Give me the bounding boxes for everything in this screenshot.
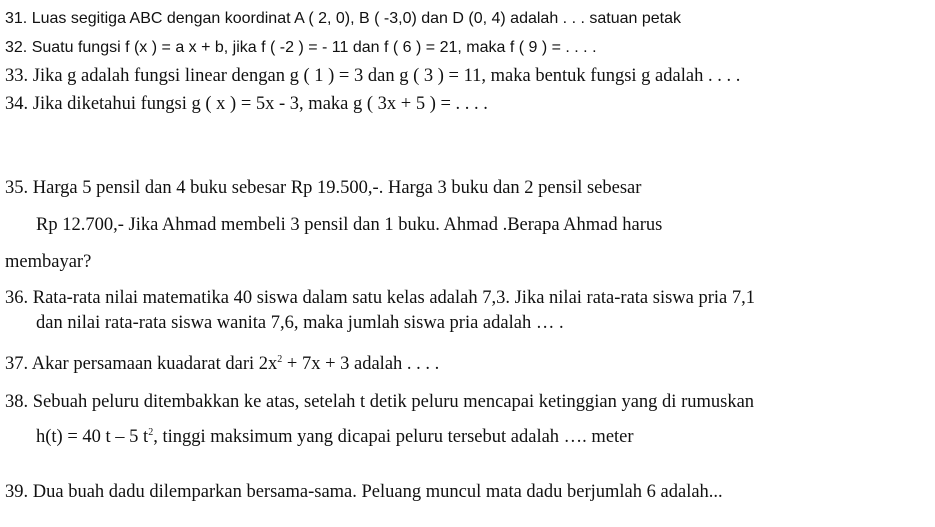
- question-35-line-1: 35. Harga 5 pensil dan 4 buku sebesar Rp 19.500,-. Harga 3 buku dan 2 pensil sebesar: [5, 178, 642, 198]
- question-32: 32. Suatu fungsi f (x ) = a x + b, jika f ( -2 ) = - 11 dan f ( 6 ) = 21, maka f ( 9 ) = . . . .: [5, 39, 597, 56]
- question-38-text-end: , tinggi maksimum yang dicapai peluru tersebut adalah …. meter: [153, 427, 634, 447]
- question-35-line-2: Rp 12.700,- Jika Ahmad membeli 3 pensil dan 1 buku. Ahmad .Berapa Ahmad harus: [36, 215, 663, 235]
- question-34: 34. Jika diketahui fungsi g ( x ) = 5x - 3, maka g ( 3x + 5 ) = . . . .: [5, 94, 488, 114]
- question-35-line-3: membayar?: [5, 252, 92, 272]
- question-39: 39. Dua buah dadu dilemparkan bersama-sama. Peluang muncul mata dadu berjumlah 6 adalah...: [5, 482, 723, 502]
- question-38-exponent: 2: [148, 426, 154, 438]
- question-38-line-2: [36, 427, 634, 448]
- question-37: [5, 354, 439, 375]
- question-33: 33. Jika g adalah fungsi linear dengan g ( 1 ) = 3 dan g ( 3 ) = 11, maka bentuk fungsi g adalah . . . .: [5, 66, 741, 86]
- question-37-text-end: + 7x + 3 adalah . . . .: [282, 354, 440, 374]
- question-38-line-1: 38. Sebuah peluru ditembakkan ke atas, setelah t detik peluru mencapai ketinggian yang di rumuskan: [5, 392, 755, 412]
- question-37-exponent: 2: [277, 353, 283, 365]
- question-36-line-1: 36. Rata-rata nilai matematika 40 siswa dalam satu kelas adalah 7,3. Jika nilai rata-rata siswa pria 7,1: [5, 288, 756, 308]
- question-38-formula: h(t) = 40 t – 5 t: [36, 427, 149, 447]
- question-36-line-2: dan nilai rata-rata siswa wanita 7,6, maka jumlah siswa pria adalah … .: [36, 313, 564, 333]
- question-37-text: 37. Akar persamaan kuadarat dari 2x: [5, 354, 278, 374]
- question-31: 31. Luas segitiga ABC dengan koordinat A ( 2, 0), B ( -3,0) dan D (0, 4) adalah . . . satuan petak: [5, 10, 681, 27]
